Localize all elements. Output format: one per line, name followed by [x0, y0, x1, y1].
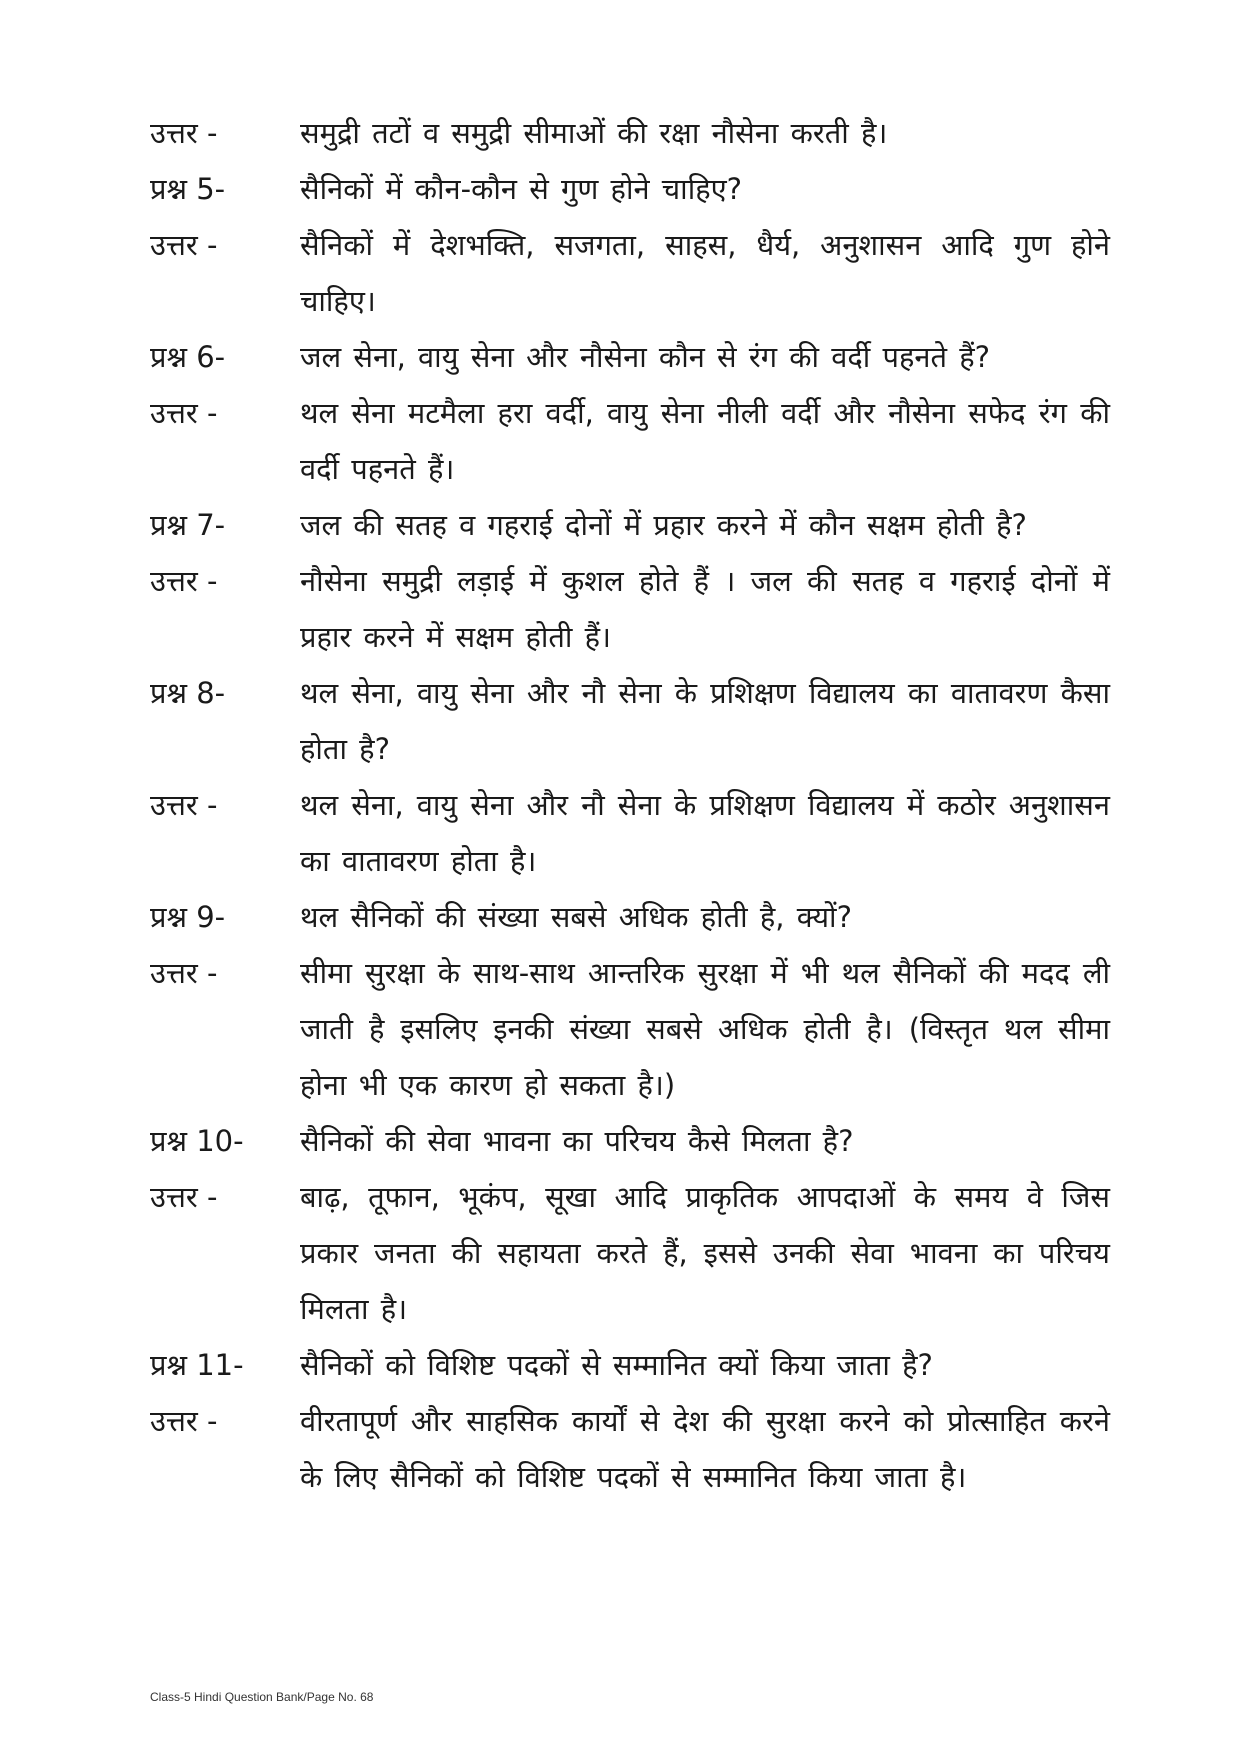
- answer-label: उत्तर -: [150, 788, 218, 822]
- answer-label: उत्तर -: [150, 228, 218, 262]
- question-text: सैनिकों को विशिष्ट पदकों से सम्मानित क्यों किया जाता है?: [300, 1348, 933, 1382]
- question-label: प्रश्न 7-: [150, 508, 226, 542]
- question-entry: [150, 665, 1110, 777]
- question-label: प्रश्न 10-: [150, 1124, 244, 1158]
- answer-label: उत्तर -: [150, 116, 218, 150]
- answer-entry: [150, 1393, 1110, 1505]
- answer-entry: [150, 217, 1110, 329]
- answer-entry: [150, 945, 1110, 1113]
- answer-text: बाढ़, तूफान, भूकंप, सूखा आदि प्राकृतिक आपदाओं के समय वे जिस प्रकार जनता की सहायता करते हैं, इससे उनकी सेवा भावना का परिचय मिलता है।: [300, 1180, 1110, 1326]
- answer-label: उत्तर -: [150, 1180, 218, 1214]
- question-text: सैनिकों की सेवा भावना का परिचय कैसे मिलता है?: [300, 1124, 854, 1158]
- answer-label: उत्तर -: [150, 396, 218, 430]
- question-entry: [150, 1113, 1110, 1169]
- question-label: प्रश्न 6-: [150, 340, 226, 374]
- answer-label: उत्तर -: [150, 564, 218, 598]
- question-text: जल की सतह व गहराई दोनों में प्रहार करने में कौन सक्षम होती है?: [300, 508, 1027, 542]
- question-answer-list: [150, 105, 1110, 1505]
- question-label: प्रश्न 5-: [150, 172, 226, 206]
- question-text: थल सेना, वायु सेना और नौ सेना के प्रशिक्षण विद्यालय का वातावरण कैसा होता है?: [300, 676, 1110, 766]
- answer-label: उत्तर -: [150, 956, 218, 990]
- question-entry: [150, 329, 1110, 385]
- question-label: प्रश्न 8-: [150, 676, 226, 710]
- answer-entry: [150, 777, 1110, 889]
- answer-text: नौसेना समुद्री लड़ाई में कुशल होते हैं । जल की सतह व गहराई दोनों में प्रहार करने में सक्षम होती हैं।: [300, 564, 1110, 654]
- answer-entry: [150, 553, 1110, 665]
- answer-text: थल सेना, वायु सेना और नौ सेना के प्रशिक्षण विद्यालय में कठोर अनुशासन का वातावरण होता है।: [300, 788, 1110, 878]
- question-entry: [150, 889, 1110, 945]
- answer-entry: [150, 105, 1110, 161]
- question-label: प्रश्न 11-: [150, 1348, 244, 1382]
- page-footer: Class-5 Hindi Question Bank/Page No. 68: [150, 1690, 374, 1704]
- question-label: प्रश्न 9-: [150, 900, 226, 934]
- answer-text: सैनिकों में देशभक्ति, सजगता, साहस, धैर्य, अनुशासन आदि गुण होने चाहिए।: [300, 228, 1110, 318]
- answer-text: थल सेना मटमैला हरा वर्दी, वायु सेना नीली वर्दी और नौसेना सफेद रंग की वर्दी पहनते हैं।: [300, 396, 1110, 486]
- question-text: सैनिकों में कौन-कौन से गुण होने चाहिए?: [300, 172, 743, 206]
- answer-label: उत्तर -: [150, 1404, 218, 1438]
- question-text: थल सैनिकों की संख्या सबसे अधिक होती है, क्यों?: [300, 900, 852, 934]
- question-entry: [150, 161, 1110, 217]
- answer-entry: [150, 1169, 1110, 1337]
- answer-text: वीरतापूर्ण और साहसिक कार्यों से देश की सुरक्षा करने को प्रोत्साहित करने के लिए सैनिकों को विशिष्ट पदकों से सम्मानित किया जाता है।: [300, 1404, 1110, 1494]
- question-text: जल सेना, वायु सेना और नौसेना कौन से रंग की वर्दी पहनते हैं?: [300, 340, 991, 374]
- question-entry: [150, 497, 1110, 553]
- question-entry: [150, 1337, 1110, 1393]
- answer-entry: [150, 385, 1110, 497]
- answer-text: समुद्री तटों व समुद्री सीमाओं की रक्षा नौसेना करती है।: [300, 116, 888, 150]
- answer-text: सीमा सुरक्षा के साथ-साथ आन्तरिक सुरक्षा में भी थल सैनिकों की मदद ली जाती है इसलिए इनकी संख्या सबसे अधिक होती है। (विस्तृत थल सीमा होना भी एक कारण हो सकता है।): [300, 956, 1110, 1102]
